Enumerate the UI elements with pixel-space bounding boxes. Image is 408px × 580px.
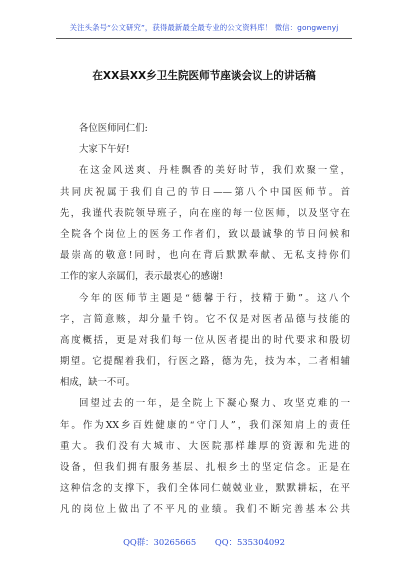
footer <box>0 536 408 548</box>
document-title: 在XX县XX乡卫生院医师节座谈会议上的讲话稿 <box>92 70 316 82</box>
body-line: 回望过去的一年，是全院上下凝心聚力、攻坚克难的一 <box>79 398 350 410</box>
footer-qq-group: QQ群：30265665 <box>123 537 197 547</box>
body-line: 全院各个岗位上的医务工作者们，致以最诚挚的节日问候和 <box>60 228 350 240</box>
body-line: 期望。它提醒着我们，行医之路，德为先，技为本，二者相辅 <box>60 356 350 368</box>
body-line: 字，言简意赅，却分量千钧。它不仅是对医者品德与技能的 <box>60 313 350 325</box>
header-divider <box>56 38 352 39</box>
header-note: 关注头条号“公文研究”，获得最新最全最专业的公文资料库！ 微信：gongwenyj <box>69 23 339 32</box>
footer-qq: QQ：535304092 <box>214 537 285 547</box>
body-line: 凡的岗位上做出了不平凡的业绩。我们不断完善基本公共 <box>60 504 350 516</box>
body-line: 年。作为XX乡百姓健康的“守门人”，我们深知肩上的责任 <box>60 419 350 431</box>
body-line: 大家下午好! <box>79 144 130 156</box>
body-line: 高度概括，更是对我们每一位从医者提出的时代要求和殷切 <box>60 334 350 346</box>
body-line: 共同庆祝属于我们自己的节日——第八个中国医师节。首 <box>60 186 350 198</box>
body-line: 设备，但我们拥有服务基层、扎根乡土的坚定信念。正是在 <box>60 462 350 473</box>
body-line: 相成，缺一不可。 <box>60 377 136 389</box>
body-line: 先，我谨代表院领导班子，向在座的每一位医师，以及坚守在 <box>60 207 350 219</box>
document-body <box>60 118 350 521</box>
body-line: 各位医师同仁们: <box>79 123 148 134</box>
body-line: 重大。我们没有大城市、大医院那样雄厚的资源和先进的 <box>60 440 350 452</box>
body-line: 在这金风送爽、丹桂飘香的美好时节，我们欢聚一堂， <box>79 165 350 177</box>
body-line: 这种信念的支撑下，我们全体同仁兢兢业业，默默耕耘，在平 <box>60 483 350 495</box>
body-line: 最崇高的敬意!同时，也向在背后默默奉献、无私支持你们 <box>60 250 350 262</box>
body-line: 今年的医师节主题是“德馨于行，技精于勤”。这八个 <box>79 292 350 304</box>
body-line: 工作的家人亲属们，表示最衷心的感谢! <box>60 271 224 283</box>
